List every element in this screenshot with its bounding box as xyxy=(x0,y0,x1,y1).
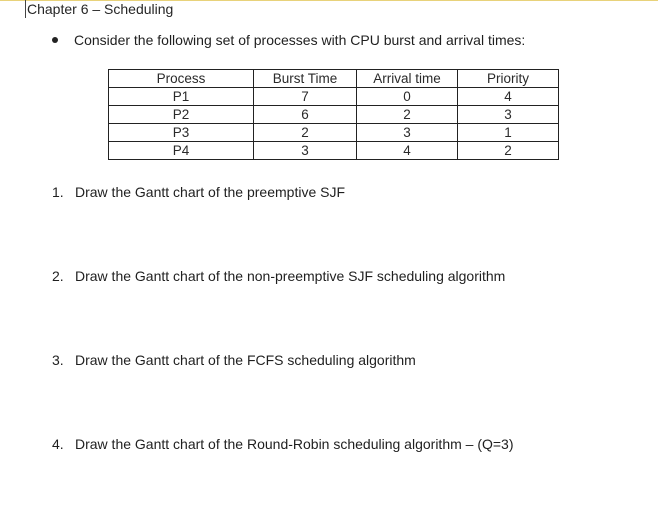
table-row xyxy=(109,106,559,124)
task-number: 1. xyxy=(52,184,64,200)
task-number: 4. xyxy=(52,436,64,452)
task-number: 3. xyxy=(52,352,64,368)
cell-process: P3 xyxy=(109,124,254,142)
task-text: Draw the Gantt chart of the preemptive SJF xyxy=(75,184,346,200)
header-process: Process xyxy=(109,70,254,88)
cell-arrival-time: 2 xyxy=(357,106,458,124)
task-text: Draw the Gantt chart of the FCFS scheduling algorithm xyxy=(75,352,416,368)
cell-arrival-time: 4 xyxy=(357,142,458,160)
header-priority: Priority xyxy=(458,70,559,88)
cell-arrival-time: 3 xyxy=(357,124,458,142)
table-row xyxy=(109,124,559,142)
cell-burst-time: 3 xyxy=(254,142,357,160)
table-row xyxy=(109,142,559,160)
cell-process: P2 xyxy=(109,106,254,124)
task-item-2 xyxy=(52,266,505,286)
header-burst-time: Burst Time xyxy=(254,70,357,88)
cell-priority: 3 xyxy=(458,106,559,124)
cell-burst-time: 6 xyxy=(254,106,357,124)
intro-text: Consider the following set of processes with CPU burst and arrival times: xyxy=(74,32,526,48)
table-header-row xyxy=(109,70,559,88)
task-text: Draw the Gantt chart of the non-preemptive SJF scheduling algorithm xyxy=(75,268,506,284)
task-item-3 xyxy=(52,350,416,370)
task-item-1 xyxy=(52,182,345,202)
cell-priority: 2 xyxy=(458,142,559,160)
task-item-4 xyxy=(52,434,514,454)
table-row xyxy=(109,88,559,106)
bullet-icon xyxy=(52,37,58,43)
cell-process: P4 xyxy=(109,142,254,160)
cell-priority: 4 xyxy=(458,88,559,106)
cell-burst-time: 2 xyxy=(254,124,357,142)
cell-process: P1 xyxy=(109,88,254,106)
cell-priority: 1 xyxy=(458,124,559,142)
process-table xyxy=(108,69,559,160)
header-arrival-time: Arrival time xyxy=(357,70,458,88)
chapter-heading: Chapter 6 – Scheduling xyxy=(27,1,174,17)
cell-burst-time: 7 xyxy=(254,88,357,106)
intro-bullet xyxy=(52,30,525,50)
task-text: Draw the Gantt chart of the Round-Robin scheduling algorithm – (Q=3) xyxy=(75,436,514,452)
task-number: 2. xyxy=(52,268,64,284)
cell-arrival-time: 0 xyxy=(357,88,458,106)
